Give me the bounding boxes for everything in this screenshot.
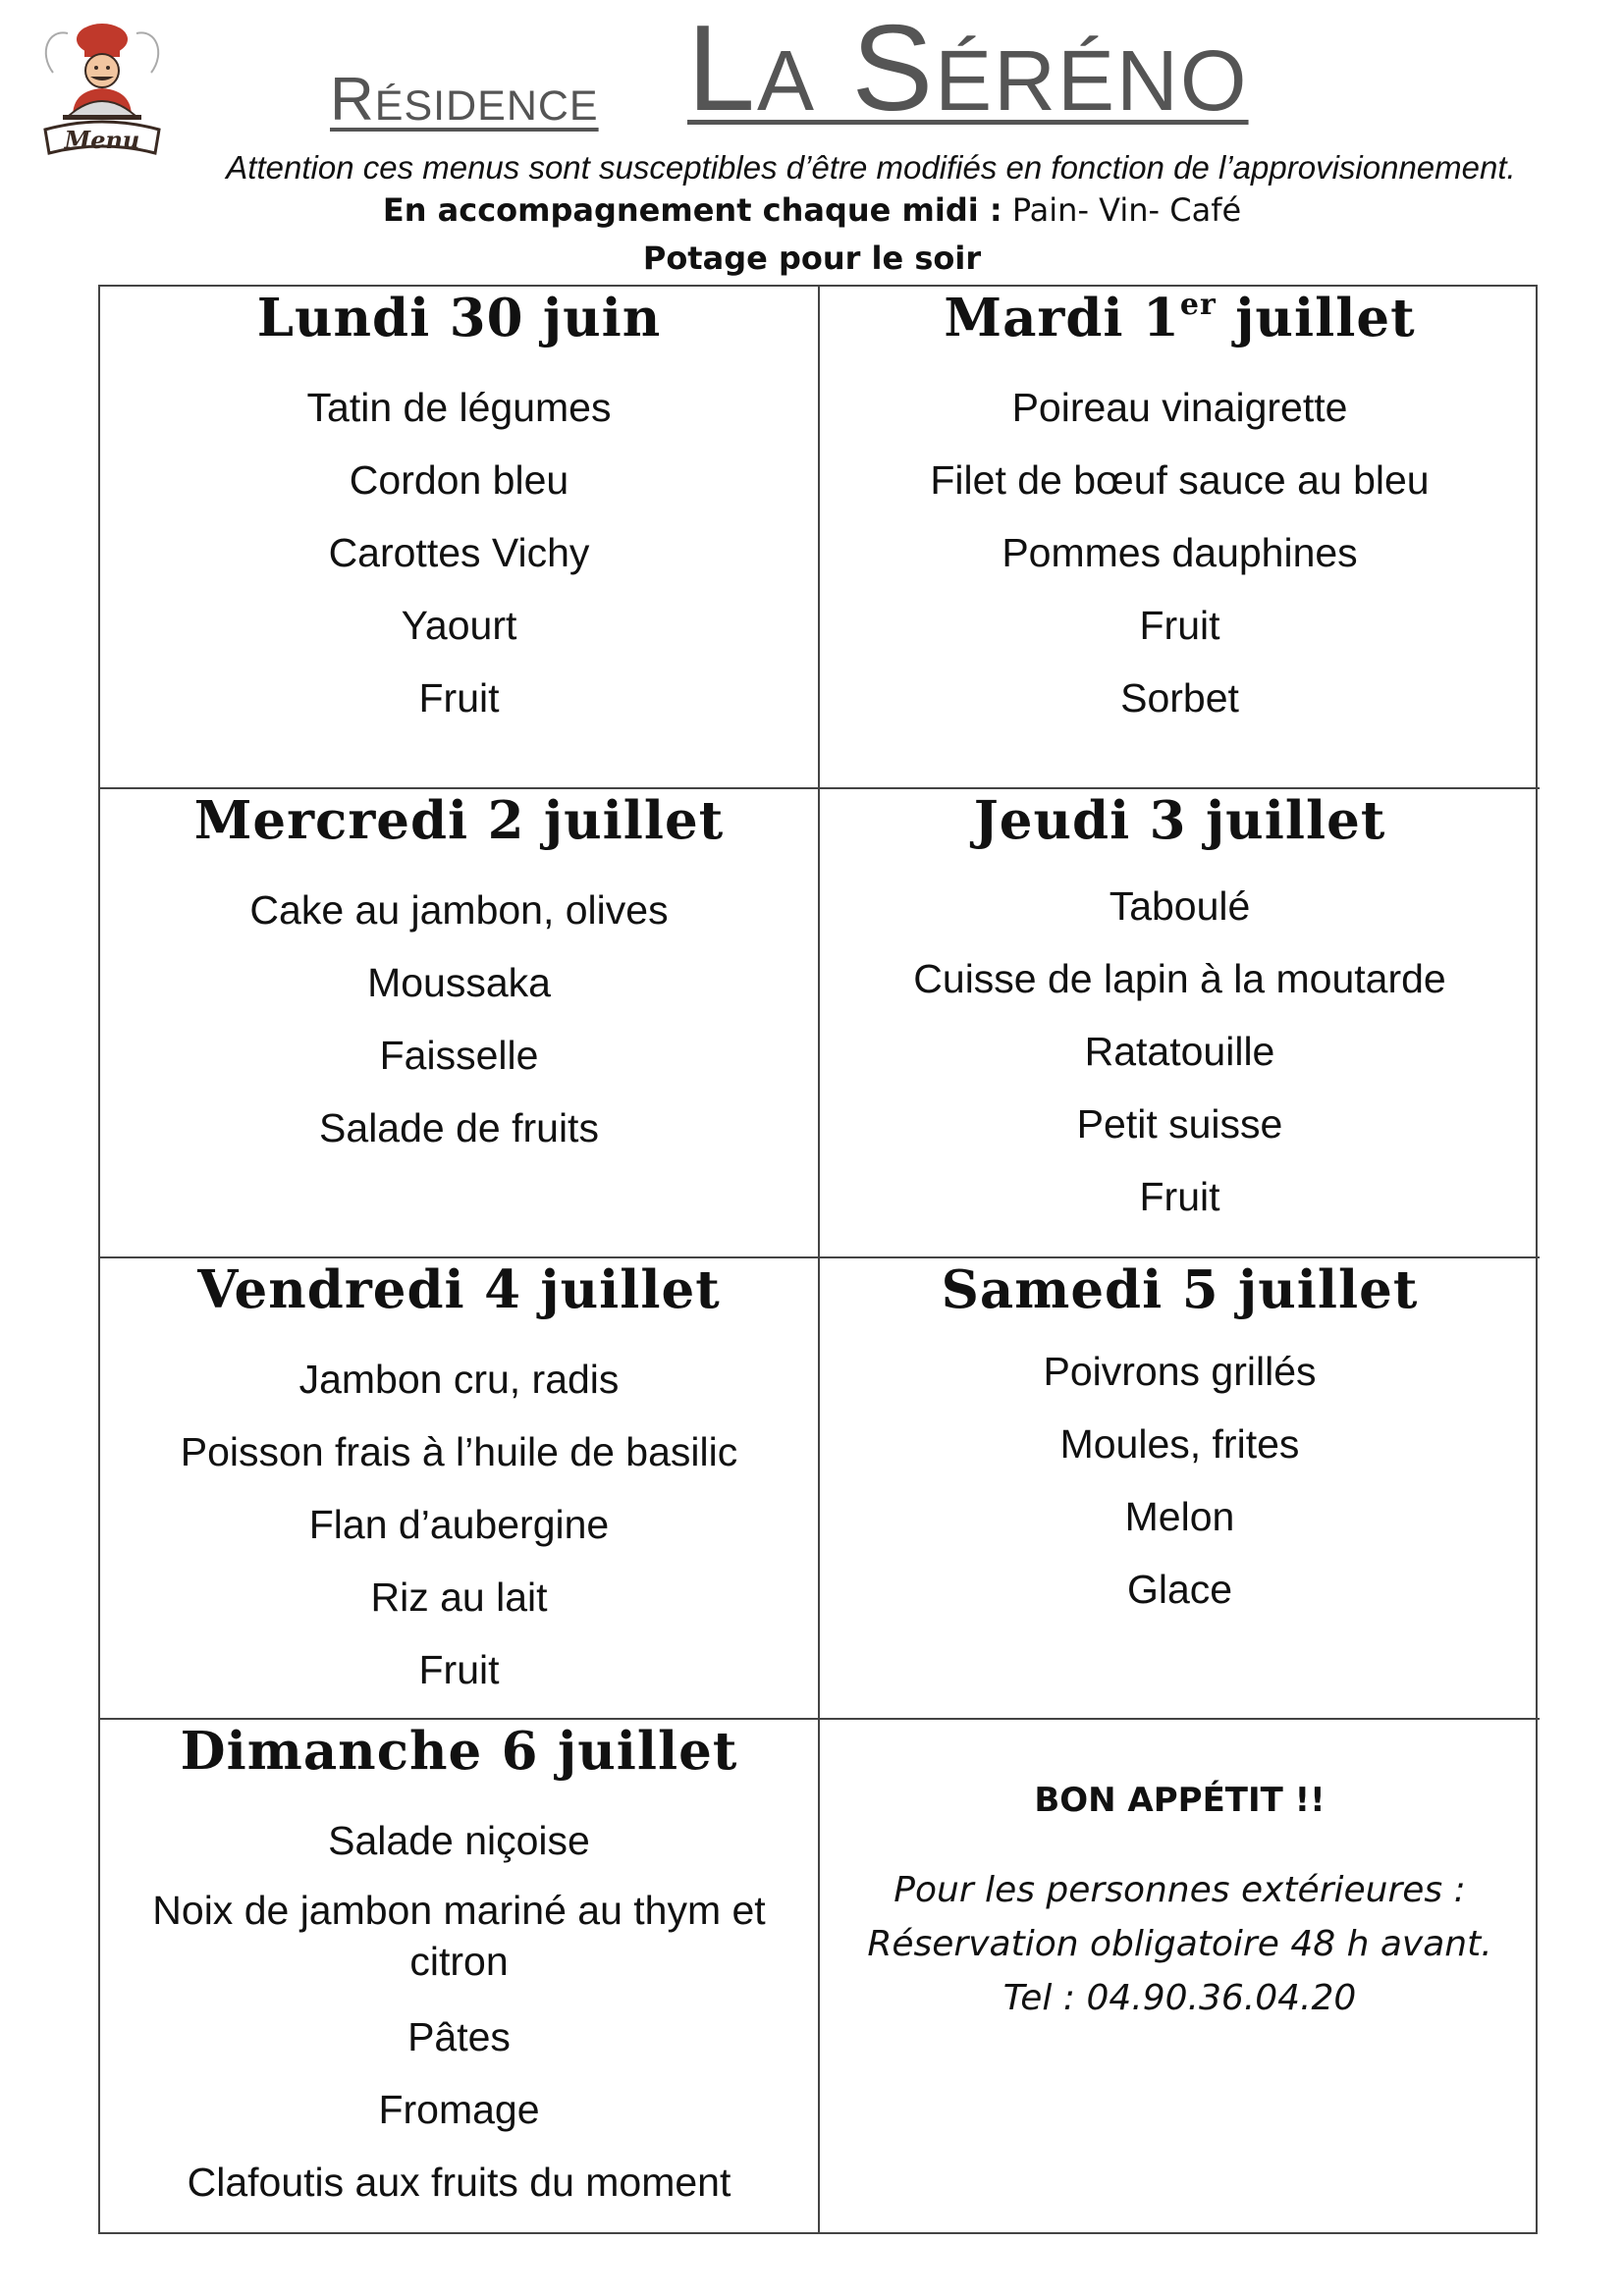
dish-item: Fruit	[418, 675, 500, 721]
brand-name: La Séréno	[687, 1, 1249, 136]
accompaniment-value: Pain- Vin- Café	[1011, 191, 1242, 229]
dish-item: Ratatouille	[1084, 1029, 1275, 1074]
brand-residence: Résidence	[330, 66, 599, 133]
dish-list	[100, 1804, 818, 2218]
dish-list	[820, 371, 1540, 734]
dish-item: Jambon cru, radis	[298, 1357, 620, 1402]
chef-icon	[33, 14, 171, 161]
dish-item: Pâtes	[407, 2014, 511, 2059]
dish-item: Yaourt	[401, 603, 517, 648]
dish-item: Taboulé	[1109, 883, 1251, 929]
day-cell-wednesday	[100, 789, 820, 1258]
day-title: Jeudi 3 juillet	[973, 790, 1386, 851]
day-cell-tuesday	[820, 287, 1540, 789]
dish-item: Carottes Vichy	[328, 530, 590, 575]
dish-item: Riz au lait	[370, 1575, 548, 1620]
day-title-sup: er	[1179, 288, 1217, 322]
dish-item: Tatin de légumes	[306, 385, 612, 430]
day-cell-sunday	[100, 1720, 820, 2232]
brand-header	[324, 1, 1306, 136]
dish-item: Cake au jambon, olives	[249, 887, 669, 933]
dish-item: Moules, frites	[1059, 1421, 1300, 1467]
dish-item: Salade niçoise	[328, 1818, 590, 1863]
reservation-line: Réservation obligatoire 48 h avant.	[867, 1924, 1492, 1964]
dish-list	[100, 371, 818, 734]
day-cell-saturday	[820, 1258, 1540, 1720]
dish-item: Fromage	[378, 2087, 540, 2132]
day-cell-monday	[100, 287, 820, 789]
day-title: Vendredi 4 juillet	[197, 1259, 721, 1320]
phone-line: Tel : 04.90.36.04.20	[1002, 1978, 1357, 2018]
day-title-main: Mardi 1	[944, 288, 1180, 348]
accompaniment	[0, 191, 1624, 229]
dish-item: Faisselle	[379, 1033, 539, 1078]
reservation-info	[867, 1863, 1491, 2025]
dish-item: Glace	[1126, 1567, 1233, 1612]
day-title: Mercredi 2 juillet	[193, 790, 725, 851]
day-title-rest: juillet	[1216, 288, 1416, 348]
dish-item: Fruit	[418, 1647, 500, 1692]
info-cell	[820, 1720, 1540, 2232]
day-title: Samedi 5 juillet	[941, 1259, 1419, 1320]
dish-item: Pommes dauphines	[1001, 530, 1358, 575]
dish-item: Clafoutis aux fruits du moment	[187, 2160, 731, 2205]
day-cell-thursday	[820, 789, 1540, 1258]
dish-item: Filet de bœuf sauce au bleu	[930, 457, 1430, 503]
soup-note: Potage pour le soir	[642, 240, 982, 277]
dish-item: Poivrons grillés	[1043, 1349, 1317, 1394]
dish-item: Cuisse de lapin à la moutarde	[913, 956, 1446, 1001]
dish-list	[100, 1343, 818, 1706]
day-title: Dimanche 6 juillet	[180, 1721, 738, 1782]
menu-grid	[98, 285, 1538, 2234]
dish-item: Moussaka	[367, 960, 551, 1005]
day-title	[820, 289, 1540, 347]
dish-list	[820, 1335, 1540, 1626]
chef-menu-logo	[33, 14, 171, 161]
dish-item: Fruit	[1139, 1174, 1220, 1219]
dish-item: Poireau vinaigrette	[1011, 385, 1348, 430]
dish-item: Sorbet	[1120, 675, 1239, 721]
dish-item: Fruit	[1139, 603, 1220, 648]
dish-item: Cordon bleu	[349, 457, 569, 503]
accompaniment-label: En accompagnement chaque midi :	[382, 191, 1002, 229]
reservation-line: Pour les personnes extérieures :	[893, 1870, 1466, 1910]
dish-item: Poisson frais à l’huile de basilic	[180, 1429, 738, 1474]
logo-text: Menu	[64, 126, 140, 154]
dish-item: Melon	[1124, 1494, 1235, 1539]
day-cell-friday	[100, 1258, 820, 1720]
dish-item: Noix de jambon mariné au thym et citron	[152, 1888, 766, 1984]
dish-list	[820, 870, 1540, 1233]
dish-item: Petit suisse	[1076, 1101, 1283, 1147]
notice-text: Attention ces menus sont susceptibles d’être modifiés en fonction de l’approvisionnement.	[226, 149, 1516, 186]
dish-list	[100, 874, 818, 1164]
day-title: Lundi 30 juin	[256, 288, 662, 348]
dish-item: Salade de fruits	[319, 1105, 599, 1150]
bon-appetit: BON APPÉTIT !!	[1034, 1781, 1326, 1820]
dish-item: Flan d’aubergine	[308, 1502, 610, 1547]
